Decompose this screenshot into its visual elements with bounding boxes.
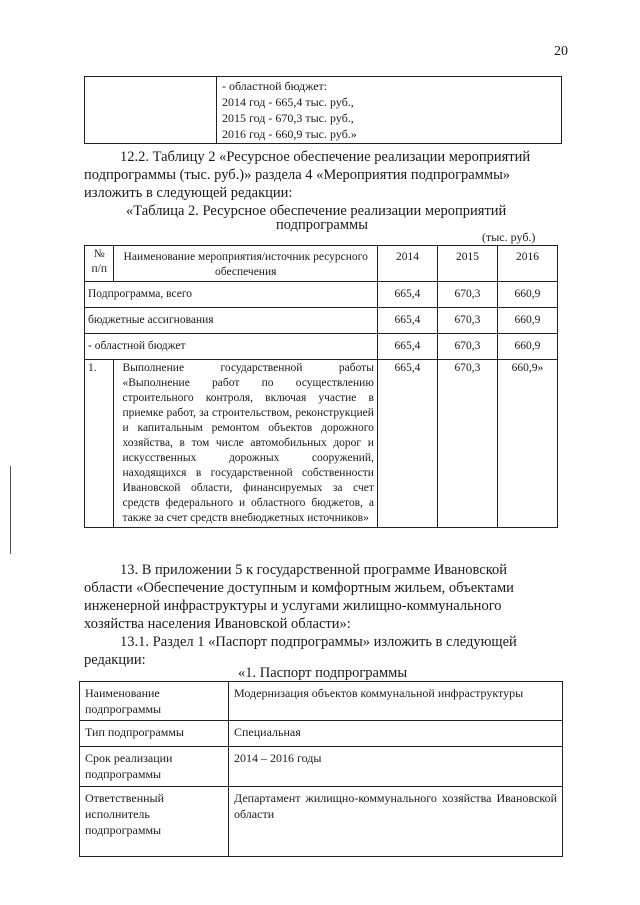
passport-value: Департамент жилищно-коммунального хозяйства Ивановской области (229, 787, 563, 857)
passport-value: 2014 – 2016 годы (229, 747, 563, 787)
passport-table (79, 681, 563, 857)
page-number: 20 (554, 44, 568, 59)
table2-title: «Таблица 2. Ресурсное обеспечение реализации мероприятий (126, 203, 507, 219)
budget-line: 2014 год - 665,4 тыс. руб., (222, 95, 354, 109)
para-13-line: 13. В приложении 5 к государственной программе Ивановской (120, 562, 508, 578)
item-num: 1. (85, 360, 114, 528)
item-value: 670,3 (437, 360, 497, 528)
unit-label: (тыс. руб.) (482, 230, 536, 244)
row-value: 670,3 (437, 282, 497, 308)
top-table-empty-cell (85, 77, 217, 144)
passport-value: Модернизация объектов коммунальной инфраструктуры (229, 682, 563, 721)
budget-line: - областной бюджет: (222, 79, 328, 93)
scan-margin-mark (10, 466, 11, 554)
para-13-1-line: редакции: (84, 652, 146, 668)
item-name: Выполнение государственной работы «Выполнение работ по осуществлению строительного контроля, включая участие в приемке работ, за строительством, реконструкцией и капитальным ремонтом объектов дорожного хозяйства, в том числе автомобильных дорог и искусственных дорожных сооружений, находящихся в государственной собственности Ивановской области, финансируемых за счет средств федерального и областного бюджетов, а также за счет средств внебюджетных источников» (114, 360, 377, 528)
row-label: Подпрограмма, всего (85, 282, 378, 308)
passport-key: Наименование подпрограммы (80, 682, 229, 721)
table-row (80, 787, 563, 857)
passport-key: Ответственный исполнитель подпрограммы (80, 787, 229, 857)
item-value: 660,9» (497, 360, 557, 528)
table-row (80, 747, 563, 787)
passport-key: Тип подпрограммы (80, 721, 229, 747)
top-table (84, 76, 562, 144)
header-num: № п/п (85, 246, 114, 282)
table-row (80, 721, 563, 747)
para-13-line: хозяйства населения Ивановской области»: (84, 616, 351, 632)
top-table-budget-cell (217, 77, 562, 144)
para-13-1-line: 13.1. Раздел 1 «Паспорт подпрограммы» изложить в следующей (120, 634, 517, 650)
row-value: 660,9 (497, 308, 557, 334)
table-row (85, 308, 558, 334)
row-value: 670,3 (437, 334, 497, 360)
para-12-2-line: изложить в следующей редакции: (84, 185, 293, 201)
passport-title: «1. Паспорт подпрограммы (238, 665, 408, 681)
table-row (80, 682, 563, 721)
budget-line: 2016 год - 660,9 тыс. руб.» (222, 127, 357, 141)
row-value: 670,3 (437, 308, 497, 334)
resource-table (84, 245, 558, 528)
row-value: 665,4 (377, 334, 437, 360)
row-value: 665,4 (377, 282, 437, 308)
row-label: бюджетные ассигнования (85, 308, 378, 334)
para-12-2-line: 12.2. Таблицу 2 «Ресурсное обеспечение реализации мероприятий (120, 149, 531, 165)
para-12-2-line: подпрограммы (тыс. руб.)» раздела 4 «Мероприятия подпрограммы» (84, 167, 511, 183)
header-name: Наименование мероприятия/источник ресурсного обеспечения (114, 246, 377, 282)
passport-value: Специальная (229, 721, 563, 747)
header-year: 2015 (437, 246, 497, 282)
table2-title-cont: подпрограммы (276, 217, 368, 233)
table-row (85, 360, 558, 528)
row-value: 660,9 (497, 282, 557, 308)
row-value: 660,9 (497, 334, 557, 360)
row-value: 665,4 (377, 308, 437, 334)
budget-line: 2015 год - 670,3 тыс. руб., (222, 111, 354, 125)
para-13-line: области «Обеспечение доступным и комфортным жильем, объектами (84, 580, 514, 596)
row-label: - областной бюджет (85, 334, 378, 360)
header-year: 2014 (377, 246, 437, 282)
passport-key: Срок реализации подпрограммы (80, 747, 229, 787)
table-row (85, 282, 558, 308)
item-value: 665,4 (377, 360, 437, 528)
header-year: 2016 (497, 246, 557, 282)
table-row (85, 334, 558, 360)
para-13-line: инженерной инфраструктуры и услугами жилищно-коммунального (84, 598, 502, 614)
table-header-row (85, 246, 558, 282)
